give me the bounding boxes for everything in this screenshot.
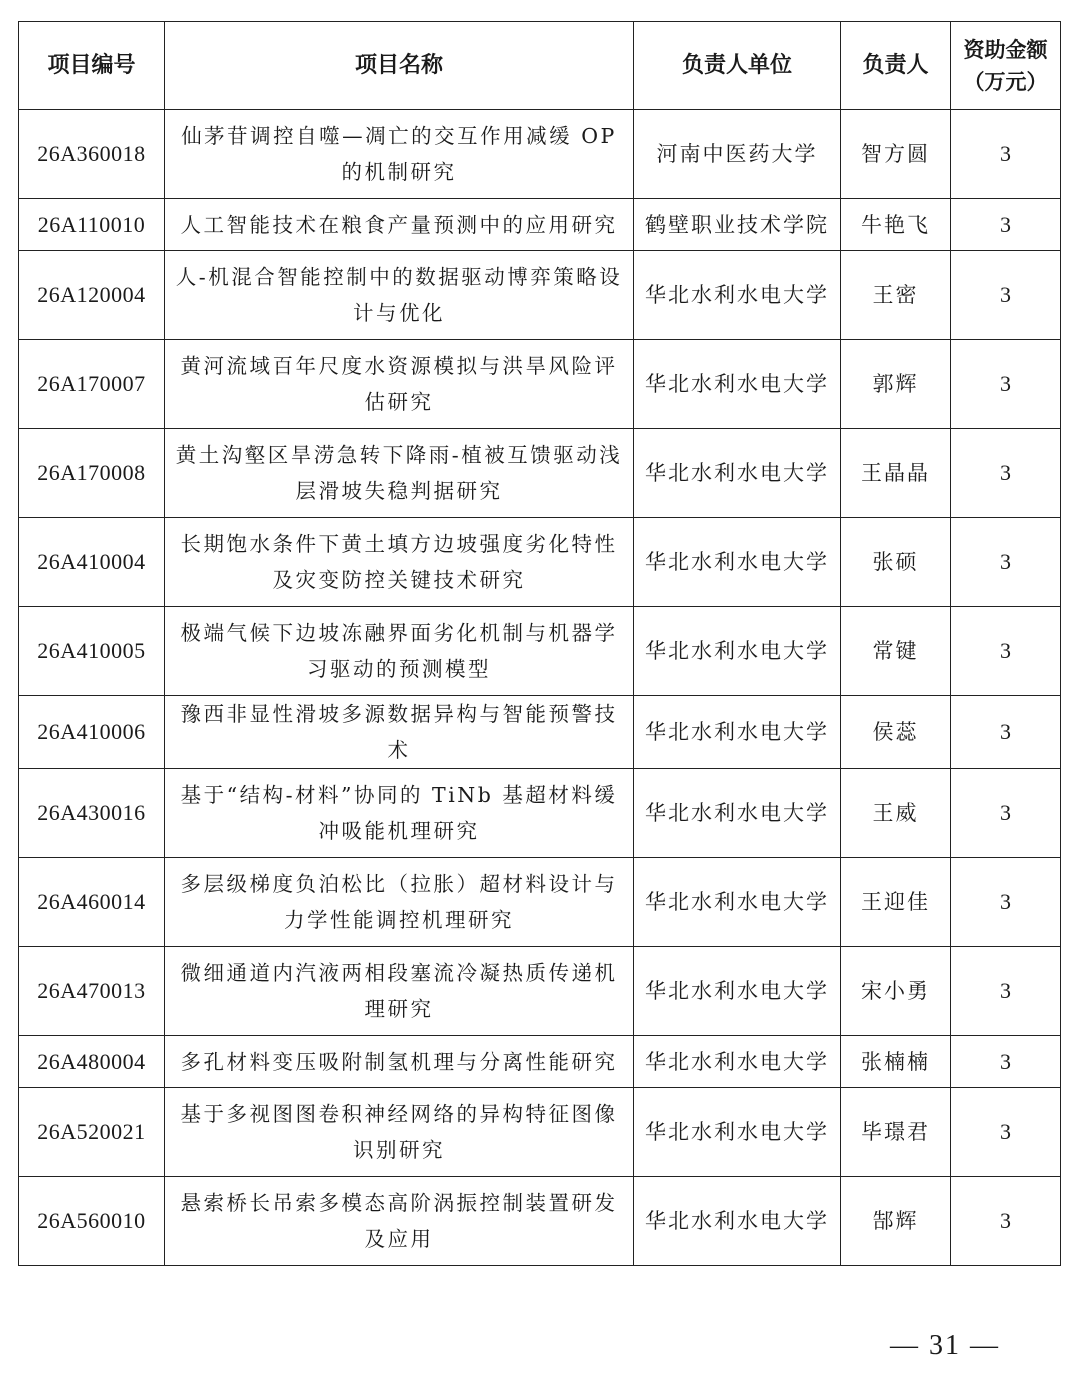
header-code: 项目编号 xyxy=(19,22,165,110)
table-row xyxy=(19,429,1061,518)
grant-table xyxy=(18,21,1061,1266)
table-row xyxy=(19,340,1061,429)
cell-funding-amount: 3 xyxy=(951,199,1061,251)
cell-project-code: 26A480004 xyxy=(19,1036,165,1088)
cell-project-code: 26A460014 xyxy=(19,858,165,947)
cell-project-leader: 郭辉 xyxy=(841,340,951,429)
header-amount-line2: （万元） xyxy=(963,69,1048,94)
table-row xyxy=(19,251,1061,340)
cell-project-leader: 王密 xyxy=(841,251,951,340)
cell-project-leader: 张硕 xyxy=(841,518,951,607)
cell-project-name: 基于多视图图卷积神经网络的异构特征图像识别研究 xyxy=(165,1088,634,1177)
cell-project-leader: 智方圆 xyxy=(841,110,951,199)
cell-funding-amount: 3 xyxy=(951,1177,1061,1266)
cell-project-name: 人-机混合智能控制中的数据驱动博弈策略设计与优化 xyxy=(165,251,634,340)
table-row xyxy=(19,607,1061,696)
cell-responsible-unit: 华北水利水电大学 xyxy=(634,251,841,340)
cell-project-code: 26A520021 xyxy=(19,1088,165,1177)
cell-project-code: 26A410004 xyxy=(19,518,165,607)
cell-project-name: 微细通道内汽液两相段塞流冷凝热质传递机理研究 xyxy=(165,947,634,1036)
cell-project-code: 26A410005 xyxy=(19,607,165,696)
cell-project-code: 26A170007 xyxy=(19,340,165,429)
cell-project-name: 多层级梯度负泊松比（拉胀）超材料设计与力学性能调控机理研究 xyxy=(165,858,634,947)
cell-responsible-unit: 华北水利水电大学 xyxy=(634,1036,841,1088)
table-row xyxy=(19,1177,1061,1266)
cell-project-leader: 毕璟君 xyxy=(841,1088,951,1177)
cell-responsible-unit: 华北水利水电大学 xyxy=(634,1088,841,1177)
cell-responsible-unit: 鹤壁职业技术学院 xyxy=(634,199,841,251)
cell-funding-amount: 3 xyxy=(951,518,1061,607)
cell-funding-amount: 3 xyxy=(951,251,1061,340)
table-row xyxy=(19,110,1061,199)
cell-responsible-unit: 华北水利水电大学 xyxy=(634,858,841,947)
cell-funding-amount: 3 xyxy=(951,947,1061,1036)
table-header xyxy=(19,22,1061,110)
cell-project-name: 悬索桥长吊索多模态高阶涡振控制装置研发及应用 xyxy=(165,1177,634,1266)
cell-responsible-unit: 华北水利水电大学 xyxy=(634,769,841,858)
cell-responsible-unit: 华北水利水电大学 xyxy=(634,1177,841,1266)
table-row xyxy=(19,769,1061,858)
cell-project-code: 26A110010 xyxy=(19,199,165,251)
cell-funding-amount: 3 xyxy=(951,858,1061,947)
header-unit: 负责人单位 xyxy=(634,22,841,110)
cell-project-leader: 常键 xyxy=(841,607,951,696)
cell-responsible-unit: 华北水利水电大学 xyxy=(634,607,841,696)
cell-project-name: 黄土沟壑区旱涝急转下降雨-植被互馈驱动浅层滑坡失稳判据研究 xyxy=(165,429,634,518)
header-name: 项目名称 xyxy=(165,22,634,110)
cell-funding-amount: 3 xyxy=(951,340,1061,429)
cell-project-name: 人工智能技术在粮食产量预测中的应用研究 xyxy=(165,199,634,251)
cell-project-code: 26A120004 xyxy=(19,251,165,340)
table-row xyxy=(19,858,1061,947)
cell-project-code: 26A560010 xyxy=(19,1177,165,1266)
header-amount xyxy=(951,22,1061,110)
cell-responsible-unit: 华北水利水电大学 xyxy=(634,947,841,1036)
table-row xyxy=(19,199,1061,251)
cell-project-code: 26A410006 xyxy=(19,696,165,769)
cell-project-name: 极端气候下边坡冻融界面劣化机制与机器学习驱动的预测模型 xyxy=(165,607,634,696)
cell-project-leader: 王晶晶 xyxy=(841,429,951,518)
cell-project-name: 基于“结构-材料”协同的 TiNb 基超材料缓冲吸能机理研究 xyxy=(165,769,634,858)
cell-funding-amount: 3 xyxy=(951,696,1061,769)
cell-project-leader: 张楠楠 xyxy=(841,1036,951,1088)
cell-funding-amount: 3 xyxy=(951,1036,1061,1088)
header-amount-line1: 资助金额 xyxy=(963,37,1048,62)
cell-project-name: 长期饱水条件下黄土填方边坡强度劣化特性及灾变防控关键技术研究 xyxy=(165,518,634,607)
table-row xyxy=(19,696,1061,769)
cell-project-name: 多孔材料变压吸附制氢机理与分离性能研究 xyxy=(165,1036,634,1088)
cell-project-name: 豫西非显性滑坡多源数据异构与智能预警技术 xyxy=(165,696,634,769)
cell-responsible-unit: 华北水利水电大学 xyxy=(634,340,841,429)
cell-project-code: 26A360018 xyxy=(19,110,165,199)
cell-project-leader: 宋小勇 xyxy=(841,947,951,1036)
cell-responsible-unit: 华北水利水电大学 xyxy=(634,429,841,518)
cell-project-name: 仙茅苷调控自噬—凋亡的交互作用减缓 OP 的机制研究 xyxy=(165,110,634,199)
cell-project-leader: 王威 xyxy=(841,769,951,858)
cell-project-name: 黄河流域百年尺度水资源模拟与洪旱风险评估研究 xyxy=(165,340,634,429)
header-leader: 负责人 xyxy=(841,22,951,110)
table-row xyxy=(19,518,1061,607)
cell-project-code: 26A470013 xyxy=(19,947,165,1036)
cell-funding-amount: 3 xyxy=(951,110,1061,199)
cell-project-leader: 郜辉 xyxy=(841,1177,951,1266)
table-body xyxy=(19,110,1061,1266)
header-row xyxy=(19,22,1061,110)
cell-funding-amount: 3 xyxy=(951,607,1061,696)
cell-funding-amount: 3 xyxy=(951,429,1061,518)
table-row xyxy=(19,947,1061,1036)
cell-responsible-unit: 河南中医药大学 xyxy=(634,110,841,199)
cell-responsible-unit: 华北水利水电大学 xyxy=(634,696,841,769)
cell-project-leader: 王迎佳 xyxy=(841,858,951,947)
cell-project-leader: 牛艳飞 xyxy=(841,199,951,251)
cell-funding-amount: 3 xyxy=(951,1088,1061,1177)
table-row xyxy=(19,1036,1061,1088)
cell-funding-amount: 3 xyxy=(951,769,1061,858)
cell-project-code: 26A430016 xyxy=(19,769,165,858)
table-row xyxy=(19,1088,1061,1177)
cell-project-code: 26A170008 xyxy=(19,429,165,518)
cell-project-leader: 侯蕊 xyxy=(841,696,951,769)
cell-responsible-unit: 华北水利水电大学 xyxy=(634,518,841,607)
page-number: — 31 — xyxy=(890,1330,1000,1361)
